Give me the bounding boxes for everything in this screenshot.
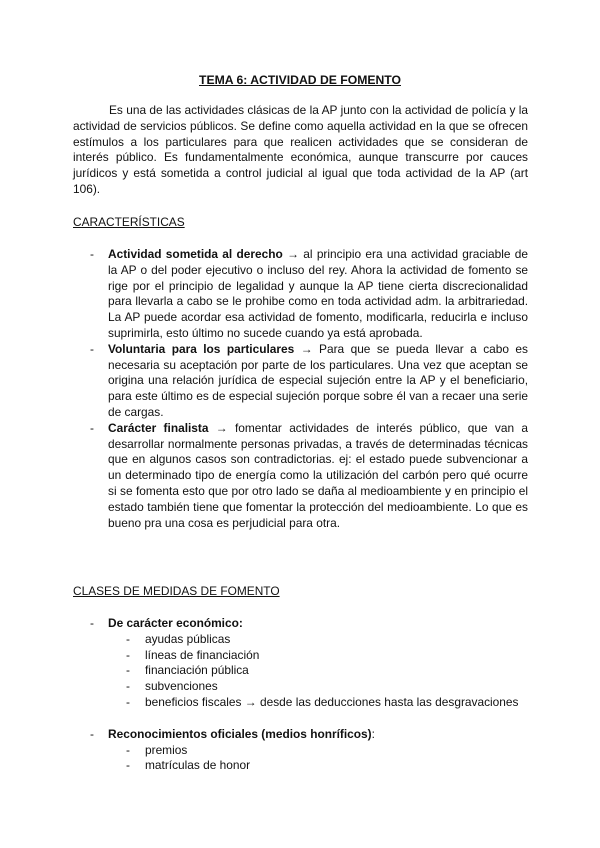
clases-list: [73, 616, 528, 774]
sub-item-text: matrículas de honor: [145, 758, 251, 773]
sub-item-text: premios: [145, 742, 188, 757]
sub-list: [108, 632, 528, 711]
list-item: [73, 342, 528, 421]
list-dash: -: [90, 726, 94, 741]
sub-item-text: beneficios fiscales → desde las deducciones hasta las desgravaciones: [145, 694, 519, 709]
list-dash: -: [90, 616, 94, 630]
sub-dash: -: [126, 694, 130, 709]
sub-dash: -: [126, 758, 130, 773]
arrow-glyph: →: [300, 341, 313, 356]
list-item: [73, 727, 528, 774]
sub-dash: -: [126, 679, 130, 694]
intro-paragraph: Es una de las actividades clásicas de la AP junto con la actividad de policía y la actividad de servicios públicos. Se define como aquella actividad en la que se ofrecen estímulos a los particulares para que realicen actividades que se consideran de interés público. Es fundamentalmente económica, aunque transcurre por cauces jurídicos y está sometida a control judicial al igual que toda actividad de la AP (art 106).: [73, 103, 528, 196]
sub-dash: -: [126, 663, 130, 678]
sub-item-text: ayudas públicas: [145, 631, 231, 646]
sub-item-text: subvenciones: [145, 679, 218, 694]
arrow-glyph: →: [287, 247, 299, 261]
sub-item: [73, 648, 528, 664]
list-item: [73, 616, 528, 711]
item-text: Para que se pueda llevar a cabo es necesaria su aceptación por parte de los particulares. Una vez que aceptan se origina una relación jurídica de especial sujeción entre la AP y el beneficiario, para este último es de especial sujeción porque sobre él van a recaer una serie de cargas.: [108, 341, 528, 419]
sub-item: [73, 695, 528, 711]
list-dash: -: [90, 420, 94, 435]
item-term: Carácter finalista: [108, 420, 209, 435]
sub-item: [73, 632, 528, 648]
sub-dash: -: [126, 647, 130, 662]
sub-item: [73, 743, 528, 759]
list-dash: -: [90, 247, 94, 261]
group-label: Reconocimientos oficiales (medios honríficos): [108, 726, 372, 741]
list-dash: -: [90, 341, 94, 356]
sub-dash: -: [126, 631, 130, 646]
item-text: fomentar actividades de interés público, que van a desarrollar normalmente personas privadas, a través de determinadas técnicas que en algunos casos son contradictorias. ej: el estado puede subvencionar a un determinado tipo de energía como la utilización del carbón pero qué ocurre si se fomenta esto que por otro lado se daña al medioambiente y en principio el estado también tiene que fomentar la protección del medioambiente. Lo que es bueno pra una cosa es perjudicial para otra.: [108, 420, 528, 530]
sub-item: [73, 758, 528, 774]
list-item: [73, 247, 528, 342]
item-term: Actividad sometida al derecho: [108, 247, 283, 261]
section-heading-clases: CLASES DE MEDIDAS DE FOMENTO: [73, 584, 280, 598]
group-suffix: :: [371, 726, 375, 741]
list-item: [73, 421, 528, 532]
sub-item-text: financiación pública: [145, 663, 249, 678]
section-heading-caracteristicas: CARACTERÍSTICAS: [73, 215, 185, 229]
sub-dash: -: [126, 742, 130, 757]
group-label: De carácter económico:: [108, 616, 243, 630]
caracteristicas-list: [73, 247, 528, 531]
sub-list: [108, 743, 528, 775]
page-title: TEMA 6: ACTIVIDAD DE FOMENTO: [199, 73, 401, 87]
item-text: al principio era una actividad graciable de la AP o del poder ejecutivo o incluso del rey. Ahora la actividad de fomento se rige por el principio de legalidad y aunque la AP tiene cierta discrecionalidad para llevarla a cabo se le prohibe como en toda actividad adm. la arbitrariedad. La AP puede acordar esa actividad de fomento, modificarla, reducirla e incluso suprimirla, esto último no sucede cuando ya está aprobada.: [108, 247, 528, 340]
sub-item-text: líneas de financiación: [145, 647, 260, 662]
sub-item: [73, 663, 528, 679]
sub-item: [73, 679, 528, 695]
item-term: Voluntaria para los particulares: [108, 341, 295, 356]
arrow-glyph: →: [215, 420, 228, 435]
